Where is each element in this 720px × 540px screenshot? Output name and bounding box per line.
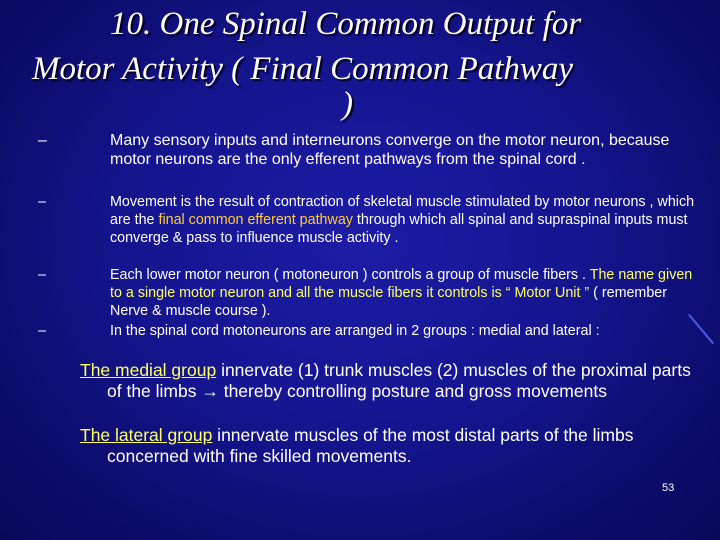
bullet-text: [110, 266, 698, 320]
lateral-group-text: innervate muscles of the most distal parts of the limbs concerned with fine skilled movements.: [107, 425, 634, 466]
bullet-dash: –: [38, 194, 46, 210]
bullet-dash: –: [38, 323, 46, 339]
bullet-text-part: ( remember Nerve & muscle course ).: [110, 285, 668, 319]
title-line-2: Motor Activity ( Final Common Pathway: [32, 51, 574, 87]
bullet-dash: –: [38, 132, 47, 149]
lateral-group-label: The lateral group: [80, 425, 213, 445]
bullet-text: Many sensory inputs and interneurons converge on the motor neuron, because motor neurons are the only efferent pathways from the spinal cord .: [110, 132, 670, 168]
highlighted-phrase: final common efferent pathway: [158, 212, 353, 228]
medial-group-text: innervate (1) trunk muscles (2) muscles of the proximal parts of the limbs → thereby controlling posture and gross movements: [107, 360, 691, 401]
title-line-1: 10. One Spinal Common Output for: [110, 6, 582, 42]
bullet-text-part: through which all spinal and supraspinal inputs must converge & pass to influence muscle activity .: [110, 212, 688, 246]
bullet-text-part: Each lower motor neuron ( motoneuron ) controls a group of muscle fibers .: [110, 267, 590, 283]
bullet-text-part: Movement is the result of contraction of skeletal muscle stimulated by motor neurons , which are the: [110, 194, 695, 228]
bullet-dash: –: [38, 267, 46, 283]
bullet-4: [38, 322, 698, 340]
highlighted-phrase: The name given to a single motor neuron and all the muscle fibers it controls is “ Motor Unit ”: [110, 267, 693, 301]
bullet-3: [38, 266, 698, 320]
medial-group-label: The medial group: [80, 360, 217, 380]
bullet-text: In the spinal cord motoneurons are arranged in 2 groups : medial and lateral :: [110, 323, 600, 339]
page-number: 53: [662, 482, 675, 494]
paragraph-lateral-group: [80, 425, 707, 467]
bullet-2: [38, 193, 698, 247]
paragraph-medial-group: [80, 360, 707, 402]
bullet-text: [110, 193, 698, 247]
bullet-1: [38, 131, 698, 169]
title-line-3: ): [342, 86, 353, 122]
